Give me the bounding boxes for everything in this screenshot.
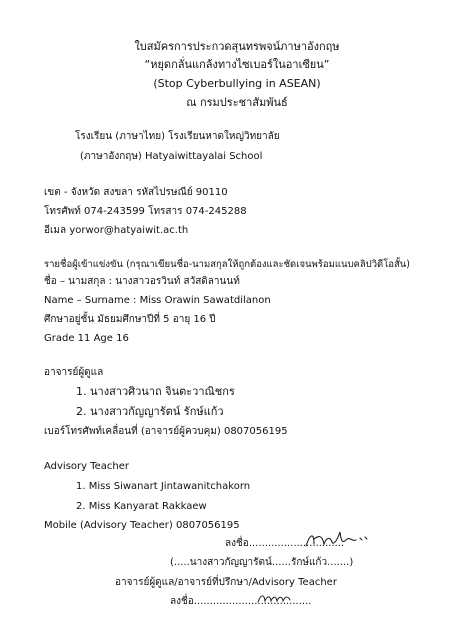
school-name-thai: โรงเรียน (ภาษาไทย) โรงเรียนหาดใหญ่วิทยาลัย xyxy=(75,131,280,142)
advisor-mobile-thai: เบอร์โทรศัพท์เคลื่อนที่ (อาจารย์ผู้ควบคุม) 0807056195 xyxy=(44,426,288,437)
school-district: เขต - จังหวัด สงขลา รหัสไปรษณีย์ 90110 xyxy=(44,187,228,198)
form-title: ใบสมัครการประกวดสุนทรพจน์ภาษาอังกฤษ xyxy=(134,40,340,53)
contestant-education: ศึกษาอยู่ชั้น มัธยมศึกษาปีที่ 5 อายุ 16 ปี xyxy=(44,314,216,325)
list-number: 2. xyxy=(76,501,86,512)
sign-dots: .............................. xyxy=(248,538,345,549)
list-number: 1. xyxy=(76,481,86,492)
contestant-name-thai: ชื่อ – นามสกุล : นางสาวอรวินท์ สวัสดิลานนท์ xyxy=(44,276,240,287)
advisor-mobile-english: Mobile (Advisory Teacher) 0807056195 xyxy=(44,520,240,531)
advisor-thai-2 xyxy=(76,405,224,418)
contestant-instruction: รายชื่อผู้เข้าแข่งขัน (กรุณาเขียนชื่อ-นามสกุลให้ถูกต้องและชัดเจนพร้อมแนบคลิปวิดีโอสั้น) xyxy=(44,259,411,270)
school-name-english: (ภาษาอังกฤษ) Hatyaiwittayalai School xyxy=(80,151,263,162)
contestant-grade: Grade 11 Age 16 xyxy=(44,333,129,344)
handwritten-signature-small xyxy=(255,590,295,606)
school-email: อีเมล yorwor@hatyaiwit.ac.th xyxy=(44,225,189,236)
signature-role: อาจารย์ผู้ดูแล/อาจารย์ที่ปรึกษา/Advisory Teacher xyxy=(115,577,337,588)
advisors-heading-english: Advisory Teacher xyxy=(44,461,130,472)
advisor-english-2 xyxy=(76,501,207,513)
form-venue: ณ กรมประชาสัมพันธ์ xyxy=(186,96,288,109)
advisor-name: นางสาวกัญญารัตน์ รักษ์แก้ว xyxy=(90,405,224,418)
advisor-name: นางสาวศิวนาถ จินตะวาณิชกร xyxy=(90,385,235,398)
signature-name-line: (.....นางสาวกัญญารัตน์......รักษ์แก้ว.......) xyxy=(170,557,354,568)
list-number: 1. xyxy=(76,385,87,398)
advisor-thai-1 xyxy=(76,385,235,398)
advisor-name: Miss Siwanart Jintawanitchakorn xyxy=(88,481,251,492)
school-phone: โทรศัพท์ 074-243599 โทรสาร 074-245288 xyxy=(44,206,247,217)
advisor-english-1 xyxy=(76,481,250,493)
sign-dots: ..................................... xyxy=(193,596,312,607)
form-subtitle-thai: “หยุดกลั่นแกล้งทางไซเบอร์ในอาเซียน” xyxy=(144,58,330,71)
advisors-heading-thai: อาจารย์ผู้ดูแล xyxy=(44,367,104,378)
contestant-name-english: Name – Surname : Miss Orawin Sawatdilanon xyxy=(44,295,271,306)
form-subtitle-english: (Stop Cyberbullying in ASEAN) xyxy=(153,77,321,90)
handwritten-signature xyxy=(302,528,372,550)
sign-label: ลงชื่อ xyxy=(170,596,194,607)
sign-label: ลงชื่อ xyxy=(225,538,249,549)
advisor-name: Miss Kanyarat Rakkaew xyxy=(88,501,207,512)
list-number: 2. xyxy=(76,405,87,418)
